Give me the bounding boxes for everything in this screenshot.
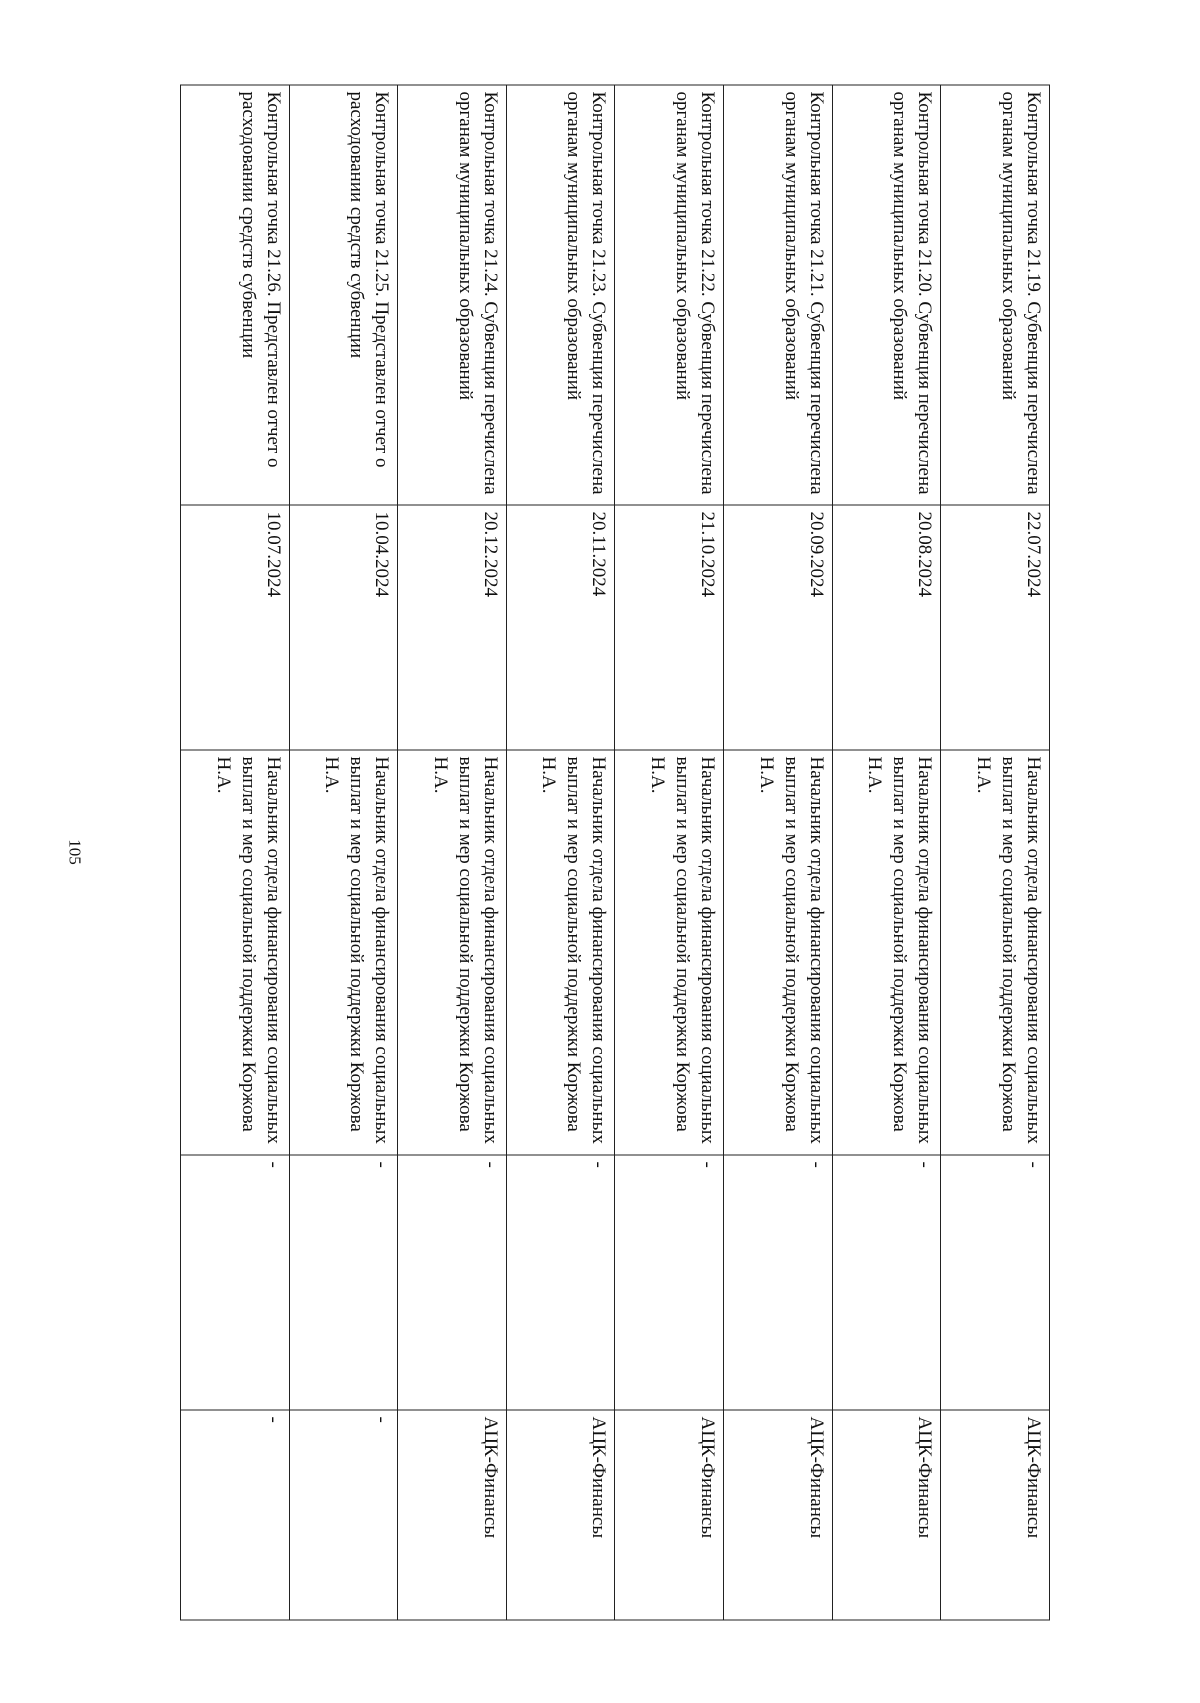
table-row bbox=[615, 85, 724, 1620]
control-point-name-cell: Контрольная точка 21.21. Субвенция перечислена органам муниципальных образований bbox=[724, 85, 833, 505]
table-row bbox=[506, 85, 615, 1620]
document-cell: - bbox=[181, 1155, 290, 1410]
responsible-cell: Начальник отдела финансирования социальных выплат и мер социальной поддержки Коржова Н.А. bbox=[181, 750, 290, 1155]
information-system-cell: АЦК-Финансы bbox=[615, 1410, 724, 1620]
control-point-name-cell: Контрольная точка 21.22. Субвенция перечислена органам муниципальных образований bbox=[615, 85, 724, 505]
information-system-cell: АЦК-Финансы bbox=[724, 1410, 833, 1620]
control-point-name-cell: Контрольная точка 21.24. Субвенция перечислена органам муниципальных образований bbox=[398, 85, 507, 505]
responsible-cell: Начальник отдела финансирования социальных выплат и мер социальной поддержки Коржова Н.А. bbox=[398, 750, 507, 1155]
rotated-table-sheet bbox=[180, 85, 1050, 1620]
date-cell: 10.04.2024 bbox=[289, 505, 398, 750]
information-system-cell: АЦК-Финансы bbox=[832, 1410, 941, 1620]
document-cell: - bbox=[289, 1155, 398, 1410]
table-row bbox=[832, 85, 941, 1620]
responsible-cell: Начальник отдела финансирования социальных выплат и мер социальной поддержки Коржова Н.А. bbox=[615, 750, 724, 1155]
date-cell: 20.09.2024 bbox=[724, 505, 833, 750]
information-system-cell: - bbox=[289, 1410, 398, 1620]
control-point-name-cell: Контрольная точка 21.26. Представлен отчет о расходовании средств субвенции bbox=[181, 85, 290, 505]
control-point-name-cell: Контрольная точка 21.25. Представлен отчет о расходовании средств субвенции bbox=[289, 85, 398, 505]
information-system-cell: АЦК-Финансы bbox=[941, 1410, 1050, 1620]
table-row bbox=[398, 85, 507, 1620]
document-cell: - bbox=[615, 1155, 724, 1410]
responsible-cell: Начальник отдела финансирования социальных выплат и мер социальной поддержки Коржова Н.А. bbox=[941, 750, 1050, 1155]
table-row bbox=[941, 85, 1050, 1620]
responsible-cell: Начальник отдела финансирования социальных выплат и мер социальной поддержки Коржова Н.А. bbox=[832, 750, 941, 1155]
table-row bbox=[724, 85, 833, 1620]
document-cell: - bbox=[506, 1155, 615, 1410]
table-row bbox=[289, 85, 398, 1620]
control-point-name-cell: Контрольная точка 21.20. Субвенция перечислена органам муниципальных образований bbox=[832, 85, 941, 505]
document-cell: - bbox=[724, 1155, 833, 1410]
responsible-cell: Начальник отдела финансирования социальных выплат и мер социальной поддержки Коржова Н.А. bbox=[506, 750, 615, 1155]
date-cell: 20.11.2024 bbox=[506, 505, 615, 750]
information-system-cell: - bbox=[181, 1410, 290, 1620]
responsible-cell: Начальник отдела финансирования социальных выплат и мер социальной поддержки Коржова Н.А. bbox=[724, 750, 833, 1155]
date-cell: 10.07.2024 bbox=[181, 505, 290, 750]
page-number: 105 bbox=[65, 839, 85, 865]
control-point-name-cell: Контрольная точка 21.23. Субвенция перечислена органам муниципальных образований bbox=[506, 85, 615, 505]
information-system-cell: АЦК-Финансы bbox=[398, 1410, 507, 1620]
control-point-name-cell: Контрольная точка 21.19. Субвенция перечислена органам муниципальных образований bbox=[941, 85, 1050, 505]
information-system-cell: АЦК-Финансы bbox=[506, 1410, 615, 1620]
date-cell: 22.07.2024 bbox=[941, 505, 1050, 750]
date-cell: 20.12.2024 bbox=[398, 505, 507, 750]
responsible-cell: Начальник отдела финансирования социальных выплат и мер социальной поддержки Коржова Н.А. bbox=[289, 750, 398, 1155]
document-cell: - bbox=[398, 1155, 507, 1410]
table-row bbox=[181, 85, 290, 1620]
document-cell: - bbox=[941, 1155, 1050, 1410]
document-cell: - bbox=[832, 1155, 941, 1410]
date-cell: 21.10.2024 bbox=[615, 505, 724, 750]
control-points-table bbox=[180, 85, 1050, 1621]
date-cell: 20.08.2024 bbox=[832, 505, 941, 750]
